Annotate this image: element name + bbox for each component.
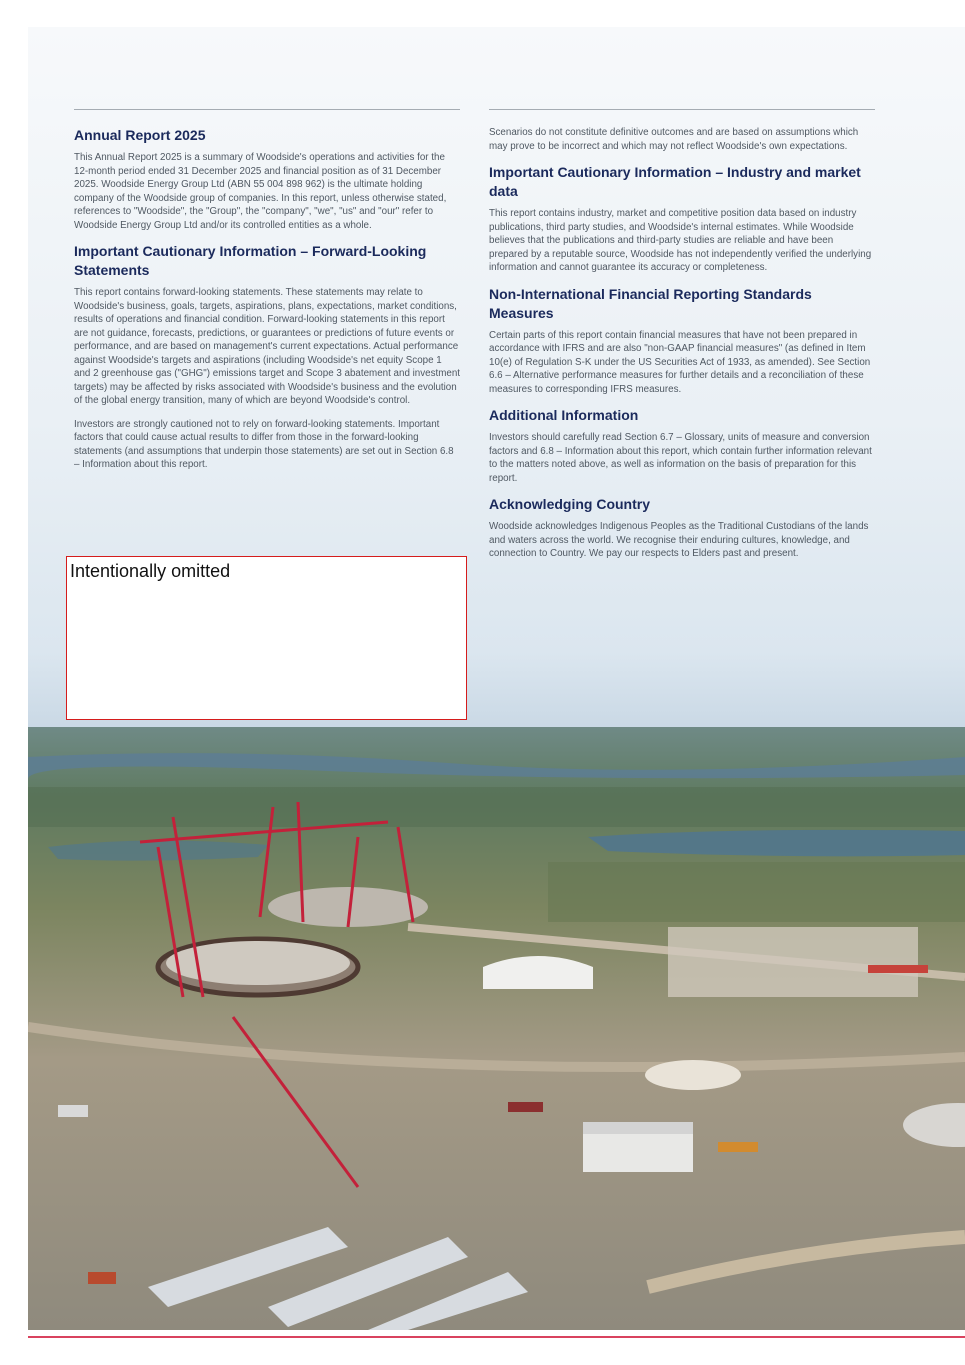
scenarios-paragraph: Scenarios do not constitute definitive outcomes and are based on assumptions which may prove to be incorrect and which may not reflect Woodside's own expectations. <box>489 127 859 152</box>
section-heading: Annual Report 2025 <box>74 127 206 143</box>
section-paragraph: This report contains industry, market and competitive position data based on industry publications, third party studies, and Woodside's internal estimates. While Woodside believes that the publications and third-party studies are reliable and have been prepared by a reputable source, Woodside has not independently verified the underlying information and cannot guarantee its accuracy or completeness. <box>489 208 872 273</box>
section-paragraph: Investors are strongly cautioned not to rely on forward-looking statements. Important factors that could cause actual results to differ from those in the forward-looking statements (and assumptions that underpin those statements) are set out in Section 6.8 – Information about this report. <box>74 418 454 470</box>
omitted-label: Intentionally omitted <box>70 561 231 581</box>
section-paragraph: Certain parts of this report contain financial measures that have not been prepared in accordance with IFRS and are also "non-GAAP financial measures" (as defined in Item 10(e) of Regulation S-K under the US Securities Act of 1933, as amended). See Section 6.6 – Alternative performance measures for further details and a reconciliation of these measures to corresponding IFRS measures. <box>489 329 871 395</box>
section-heading: Non-International Financial Reporting Standards Measures <box>489 285 812 321</box>
left-column <box>74 109 460 482</box>
section-forward-looking <box>74 242 460 472</box>
section-heading: Important Cautionary Information – Forward-Looking Statements <box>74 243 427 278</box>
section-annual-report <box>74 126 460 232</box>
section-heading: Acknowledging Country <box>489 496 650 512</box>
section-paragraph: Investors should carefully read Section 6.7 – Glossary, units of measure and conversion factors and 6.8 – Information about this report, which contain further information relevant to the matters noted above, as well as information on the basis of preparation for this report. <box>489 432 872 484</box>
section-heading: Additional Information <box>489 407 639 423</box>
section-paragraph: This Annual Report 2025 is a summary of Woodside's operations and activities for the 12-month period ended 31 December 2025 and financial position as of 31 December 2025. Woodside Energy Group Ltd (ABN 55 004 898 962) is the ultimate holding company of the Woodside group of companies. In this report, unless otherwise stated, references to "Woodside", the "Group", the "company", "we", "us" and "our" refer to Woodside Energy Group Ltd and/or its controlled entities as a whole. <box>74 152 447 231</box>
right-column <box>489 109 875 571</box>
section-paragraph: Woodside acknowledges Indigenous Peoples as the Traditional Custodians of the lands and waters across the world. We recognise their enduring cultures, knowledge, and connection to Country. We pay our respects to Elders past and present. <box>489 521 869 559</box>
report-page <box>28 27 965 1330</box>
section-non-ifrs <box>489 285 875 397</box>
right-divider <box>489 109 875 110</box>
section-additional-info <box>489 406 875 485</box>
footer-accent-line <box>28 1336 965 1338</box>
section-heading: Important Cautionary Information – Industry and market data <box>489 164 861 199</box>
section-industry-data <box>489 163 875 275</box>
construction-site-aerial-photo <box>28 727 965 1330</box>
section-acknowledging-country <box>489 495 875 561</box>
section-paragraph: This report contains forward-looking statements. These statements may relate to Woodside's business, goals, targets, aspirations, plans, expectations, market conditions, results of operations and financial condition. Forward-looking statements in this report are not guidance, forecasts, predictions, or guarantees or predictions of future events or performance, and are based on management's current expectations. Actual performance against Woodside's targets and aspirations (including Woodside's net equity Scope 1 and 2 greenhouse gas ("GHG") emissions target and Scope 3 abatement and investment targets) may be affected by risks associated with Woodside's business and the evolution of the global energy transition, many of which are beyond Woodside's control. <box>74 287 460 406</box>
intentionally-omitted-box <box>66 556 467 720</box>
left-divider <box>74 109 460 110</box>
